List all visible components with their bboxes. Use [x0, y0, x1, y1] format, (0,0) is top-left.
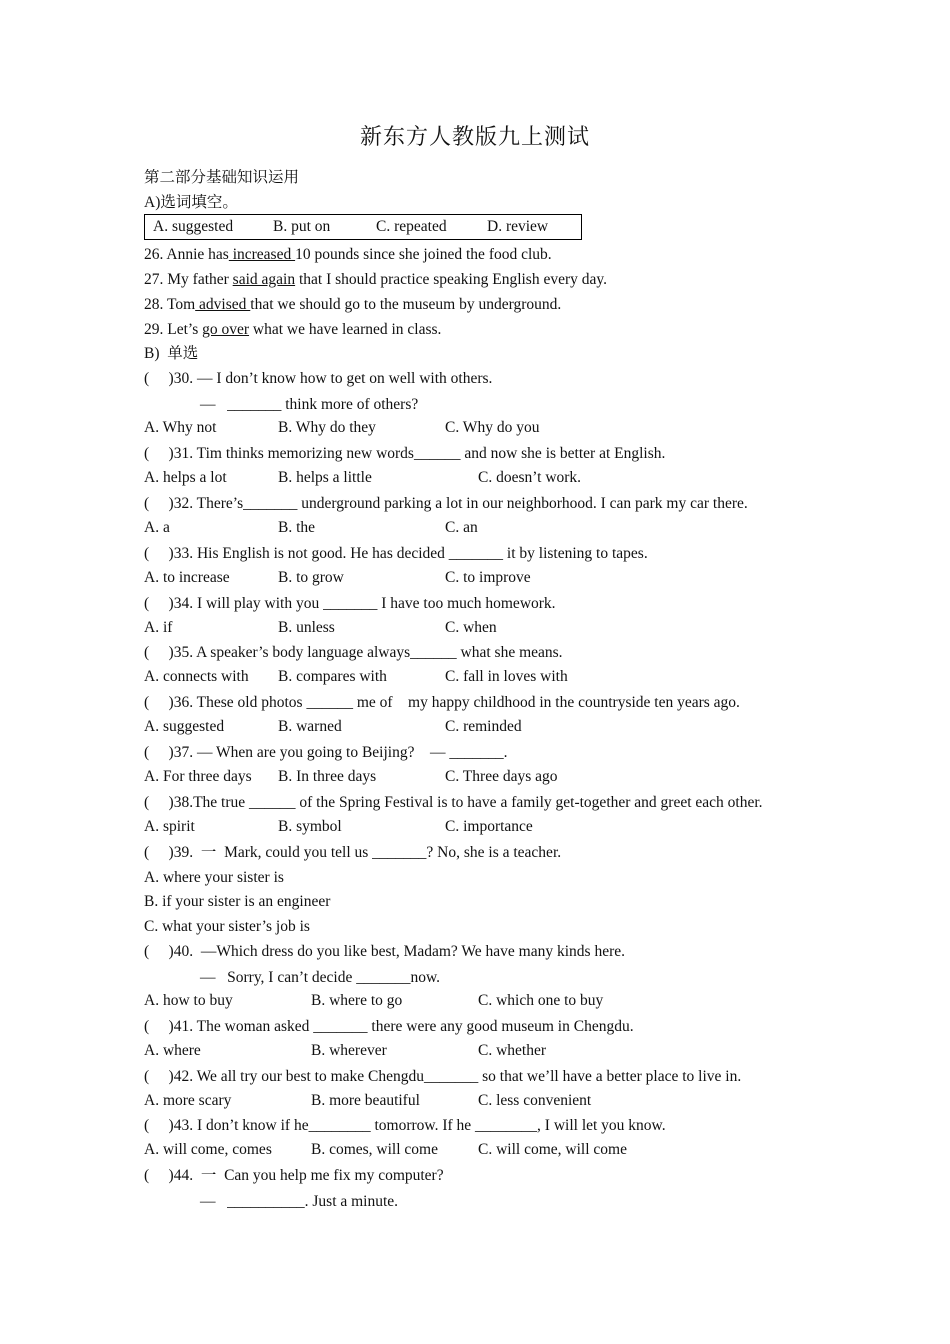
option: B. symbol [278, 818, 342, 835]
option: A. connects with [144, 668, 249, 685]
option: C. fall in loves with [445, 668, 568, 685]
option: C. an [445, 519, 478, 536]
option: B. more beautiful [311, 1092, 420, 1109]
option: A. how to buy [144, 992, 233, 1009]
option: B. to grow [278, 569, 344, 586]
word-option: D. review [487, 218, 549, 235]
word-option: C. repeated [376, 218, 447, 235]
question-stem: ( )33. His English is not good. He has decided _______ it by listening to tapes. [144, 545, 648, 562]
option: A. For three days [144, 768, 252, 785]
word-option: A. suggested [153, 218, 234, 235]
option: A. suggested [144, 718, 225, 735]
question-stem: ( )39. 一 Mark, could you tell us _______? No, she is a teacher. [144, 844, 562, 861]
option: A. a [144, 519, 170, 536]
option: B. the [278, 519, 316, 536]
option: B. In three days [278, 768, 377, 785]
option: B. where to go [311, 992, 403, 1009]
question-stem: ( )34. I will play with you _______ I have too much homework. [144, 595, 556, 612]
question-stem: ( )30. — I don’t know how to get on well with others. [144, 370, 493, 387]
option: A. spirit [144, 818, 195, 835]
question-stem: ( )32. There’s_______ underground parking a lot in our neighborhood. I can park my car there. [144, 495, 748, 512]
option: B. Why do they [278, 419, 376, 436]
question-stem: ( )31. Tim thinks memorizing new words______ and now she is better at English. [144, 445, 666, 462]
option: C. importance [445, 818, 533, 835]
question-stem: ( )42. We all try our best to make Chengdu_______ so that we’ll have a better place to live in. [144, 1068, 742, 1085]
item-28: 28. Tom advised that we should go to the museum by underground. [144, 296, 562, 313]
page-title: 新东方人教版九上测试 [359, 124, 590, 149]
option: B. wherever [311, 1042, 387, 1059]
option: C. which one to buy [478, 992, 604, 1009]
question-reply: — _______ think more of others? [200, 396, 419, 413]
option: B. comes, will come [311, 1141, 438, 1158]
item-26: 26. Annie has increased 10 pounds since she joined the food club. [144, 246, 552, 263]
option: A. where your sister is [144, 869, 284, 886]
word-bank-box [144, 214, 582, 240]
option: B. compares with [278, 668, 387, 685]
question-stem: ( )43. I don’t know if he________ tomorrow. If he ________, I will let you know. [144, 1117, 666, 1134]
option: C. less convenient [478, 1092, 592, 1109]
option: C. when [445, 619, 497, 636]
option: A. if [144, 619, 173, 636]
option: C. Why do you [445, 419, 540, 436]
question-stem: ( )36. These old photos ______ me of my happy childhood in the countryside ten years ago. [144, 694, 740, 711]
option: B. if your sister is an engineer [144, 893, 331, 910]
item-27: 27. My father said again that I should practice speaking English every day. [144, 271, 608, 288]
question-stem: ( )44. 一 Can you help me fix my computer? [144, 1167, 444, 1184]
question-stem: ( )37. — When are you going to Beijing? — _______. [144, 744, 508, 761]
question-stem: ( )38.The true ______ of the Spring Festival is to have a family get-together and greet each other. [144, 794, 763, 811]
item-29: 29. Let’s go over what we have learned in class. [144, 321, 442, 338]
option: B. unless [278, 619, 335, 636]
word-option: B. put on [273, 218, 331, 235]
option: C. will come, will come [478, 1141, 627, 1158]
option: C. reminded [445, 718, 522, 735]
option: C. Three days ago [445, 768, 558, 785]
option: A. more scary [144, 1092, 232, 1109]
option: B. warned [278, 718, 342, 735]
option: A. helps a lot [144, 469, 227, 486]
option: A. will come, comes [144, 1141, 272, 1158]
option: B. helps a little [278, 469, 372, 486]
part-a-heading: A)选词填空。 [144, 194, 238, 211]
option: C. doesn’t work. [478, 469, 582, 486]
question-stem: ( )35. A speaker’s body language always______ what she means. [144, 644, 563, 661]
option: C. to improve [445, 569, 531, 586]
option: C. what your sister’s job is [144, 918, 310, 935]
question-stem: ( )40. —Which dress do you like best, Madam? We have many kinds here. [144, 943, 625, 960]
option: C. whether [478, 1042, 547, 1059]
option: A. to increase [144, 569, 230, 586]
part-b-heading: B) 单选 [144, 345, 199, 362]
question-reply: — __________. Just a minute. [200, 1193, 399, 1210]
option: A. where [144, 1042, 201, 1059]
section-heading: 第二部分基础知识运用 [144, 169, 300, 186]
question-stem: ( )41. The woman asked _______ there were any good museum in Chengdu. [144, 1018, 634, 1035]
question-reply: — Sorry, I can’t decide _______now. [200, 969, 441, 986]
option: A. Why not [144, 419, 217, 436]
